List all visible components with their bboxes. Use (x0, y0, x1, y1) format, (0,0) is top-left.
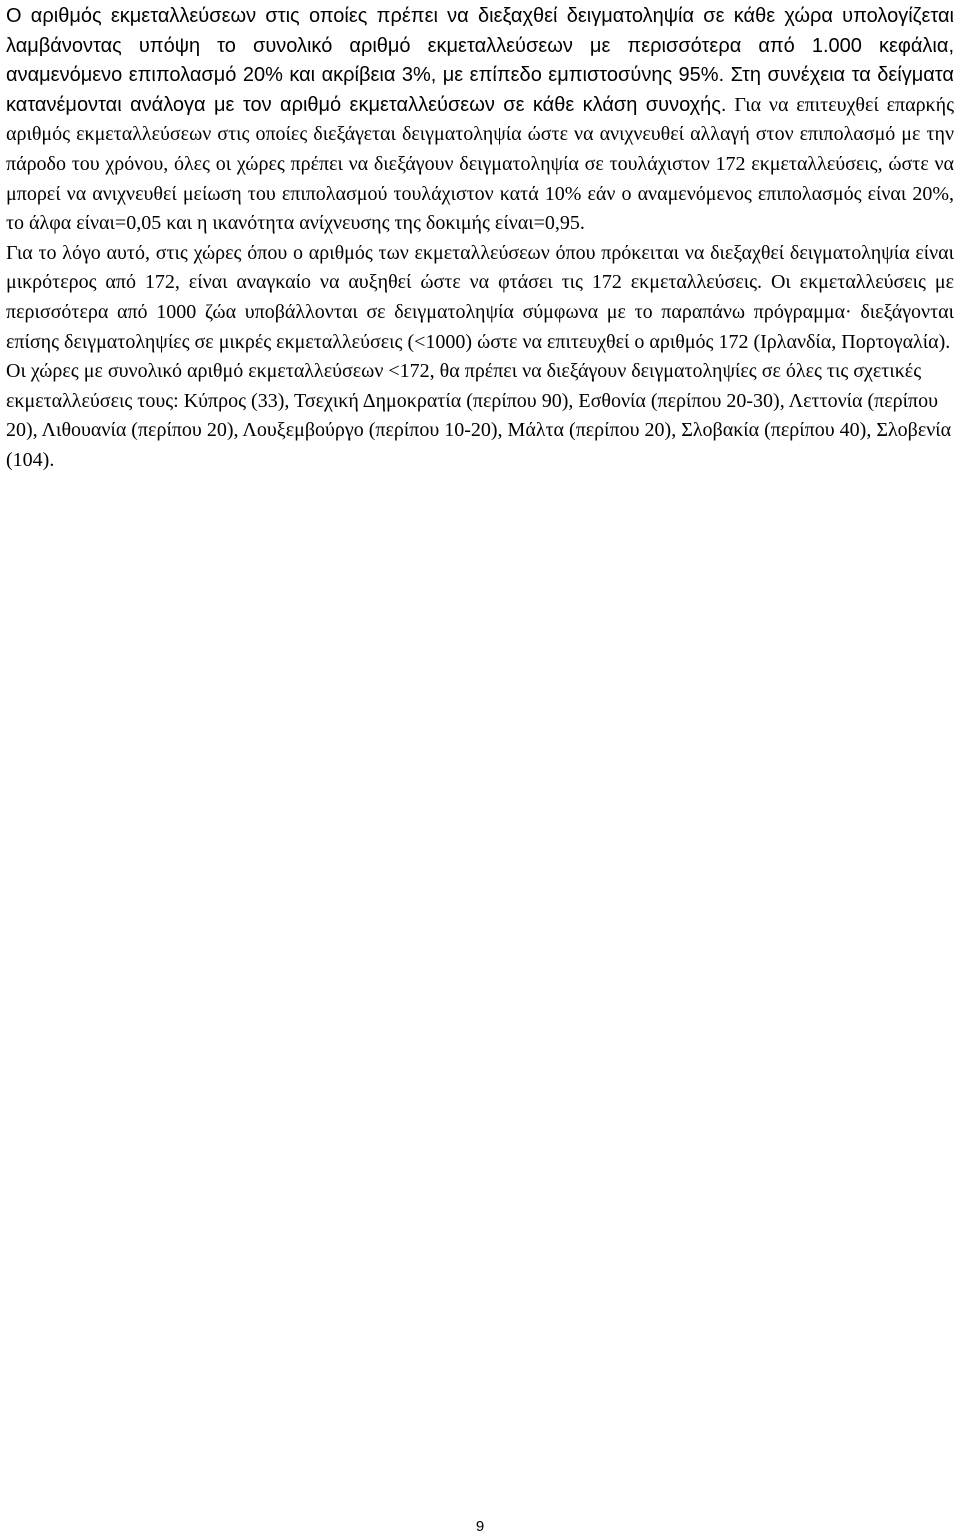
page-number: 9 (475, 1518, 485, 1535)
paragraph-sample-size (6, 2, 954, 239)
paragraph-sample-size-text: Ο αριθμός εκμεταλλεύσεων στις οποίες πρέπει να διεξαχθεί δειγματοληψία σε κάθε χώρα υπολογίζεται λαμβάνοντας υπόψη το συνολικό αριθμό εκμεταλλεύσεων με περισσότερα από 1.000 κεφάλια, αναμενόμενο επιπολασμό 20% και ακρίβεια 3%, με επίπεδο εμπιστοσύνης 95%. Στη συνέχεια τα δείγματα κατανέμονται ανάλογα με τον αριθμό εκμεταλλεύσεων σε κάθε κλάση συνοχής. (6, 5, 954, 116)
paragraph-increase-to-172: Για το λόγο αυτό, στις χώρες όπου ο αριθμός των εκμεταλλεύσεων όπου πρόκειται να διεξαχθεί δειγματοληψία είναι μικρότερος από 172, είναι αναγκαίο να αυξηθεί ώστε να φτάσει τις 172 εκμεταλλεύσεις. Οι εκμεταλλεύσεις με περισσότερα από 1000 ζώα υποβάλλονται σε δειγματοληψία σύμφωνα με το παραπάνω πρόγραμμα· διεξάγονται επίσης δειγματοληψίες σε μικρές εκμεταλλεύσεις (<1000) ώστε να επιτευχθεί ο αριθμός 172 (Ιρλανδία, Πορτογαλία). (6, 241, 954, 353)
paragraph-minimum-holdings-text: Για να επιτευχθεί επαρκής αριθμός εκμεταλλεύσεων στις οποίες διεξάγεται δειγματοληψία ώστε να ανιχνευθεί αλλαγή στον επιπολασμό με την πάροδο του χρόνου, όλες οι χώρες πρέπει να διεξάγουν δειγματοληψία σε τουλάχιστον 172 εκμεταλλεύσεις, ώστε να μπορεί να ανιχνευθεί μείωση του επιπολασμού τουλάχιστον κατά 10% εάν ο αναμενόμενος επιπολασμός είναι 20%, το άλφα είναι=0,05 και η ικανότητα ανίχνευσης της δοκιμής είναι=0,95. (6, 93, 955, 235)
paragraph-small-countries: Οι χώρες με συνολικό αριθμό εκμεταλλεύσεων <172, θα πρέπει να διεξάγουν δειγματοληψίες σε όλες τις σχετικές εκμεταλλεύσεις τους: Κύπρος (33), Τσεχική Δημοκρατία (περίπου 90), Εσθονία (περίπου 20-30), Λεττονία (περίπου 20), Λιθουανία (περίπου 20), Λουξεμβούργο (περίπου 10-20), Μάλτα (περίπου 20), Σλοβακία (περίπου 40), Σλοβενία (104). (6, 360, 952, 471)
document-body (6, 2, 954, 476)
